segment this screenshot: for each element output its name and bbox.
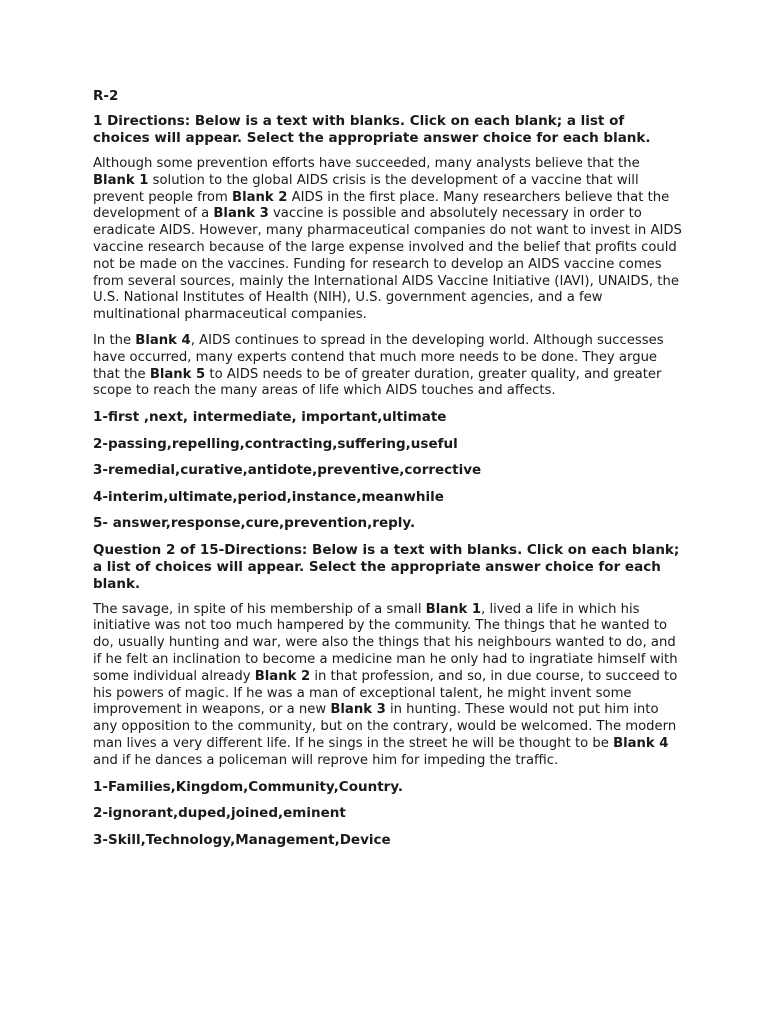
text-run: and if he dances a policeman will reprove him for impeding the traffic. (93, 752, 559, 768)
text-run: The savage, in spite of his membership of a small (93, 601, 426, 617)
section2-choice-2: 2-ignorant,duped,joined,eminent (93, 805, 346, 822)
text-run: AIDS in the first place. Many researchers believe that the development of a (93, 189, 670, 222)
section2-choice-3: 3-Skill,Technology,Management,Device (93, 831, 391, 848)
document-page (93, 88, 683, 858)
blank-5[interactable]: Blank 5 (149, 366, 206, 382)
text-run: , AIDS continues to spread in the developing world. Although successes have occurred, many experts contend that much more needs to be done. They argue that the (93, 332, 664, 382)
section1-paragraph-1 (93, 156, 683, 324)
blank-2[interactable]: Blank 2 (254, 668, 311, 684)
section1-choice-3: 3-remedial,curative,antidote,preventive,corrective (93, 462, 482, 479)
blank-4[interactable]: Blank 4 (135, 332, 191, 348)
text-run: vaccine is possible and absolutely necessary in order to eradicate AIDS. However, many pharmaceutical companies do not want to invest in AIDS vaccine research because of the large expense involved and the belief that profits could not be made on the vaccines. Funding for research to develop an AIDS vaccine comes from several sources, mainly the International AIDS Vaccine Initiative (IAVI), UNAIDS, the U.S. National Institutes of Health (NIH), U.S. government agencies, and a few multinational pharmaceutical companies. (93, 206, 682, 323)
section1-choice-1: 1-first ,next, intermediate, important,ultimate (93, 409, 447, 426)
text-run: in that profession, and so, in due course, to succeed to his powers of magic. If he was a man of exceptional talent, he might invent some improvement in weapons, or a new (93, 668, 678, 718)
text-run: solution to the global AIDS crisis is the development of a vaccine that will prevent people from (93, 172, 639, 205)
blank-1[interactable]: Blank 1 (425, 601, 482, 617)
section2-choice-1: 1-Families,Kingdom,Community,Country. (93, 778, 404, 795)
section1-paragraph-2 (93, 333, 683, 400)
text-run: , lived a life in which his initiative was not too much hampered by the community. The things that he wanted to do, usually hunting and war, were also the things that his neighbours wanted to do, and if he felt an inclination to become a medicine man he only had to ingratiate himself with some individual already (93, 601, 678, 684)
section1-choice-4: 4-interim,ultimate,period,instance,meanwhile (93, 488, 444, 505)
section1-choice-5: 5- answer,response,cure,prevention,reply. (93, 515, 416, 532)
text-run: In the (93, 332, 136, 348)
section1-choice-2: 2-passing,repelling,contracting,suffering,useful (93, 435, 458, 452)
text-run: in hunting. These would not put him into any opposition to the community, but on the contrary, would be welcomed. The modern man lives a very different life. If he sings in the street he will be thought to be (93, 702, 677, 752)
text-run: Although some prevention efforts have succeeded, many analysts believe that the (93, 156, 640, 171)
section2-paragraph-1 (93, 602, 683, 770)
blank-3[interactable]: Blank 3 (330, 702, 386, 718)
document-id: R-2 (93, 88, 119, 104)
section2-directions: Question 2 of 15-Directions: Below is a text with blanks. Click on each blank; a list of choices will appear. Select the appropriate answer choice for each blank. (93, 541, 680, 592)
section1-directions: 1 Directions: Below is a text with blanks. Click on each blank; a list of choices will appear. Select the appropriate answer choice for each blank. (93, 113, 651, 146)
blank-1[interactable]: Blank 1 (93, 172, 149, 188)
text-run: to AIDS needs to be of greater duration, greater quality, and greater scope to reach the many areas of life which AIDS touches and affects. (93, 366, 662, 399)
blank-4[interactable]: Blank 4 (613, 736, 669, 752)
blank-3[interactable]: Blank 3 (213, 206, 269, 222)
blank-2[interactable]: Blank 2 (232, 189, 288, 205)
